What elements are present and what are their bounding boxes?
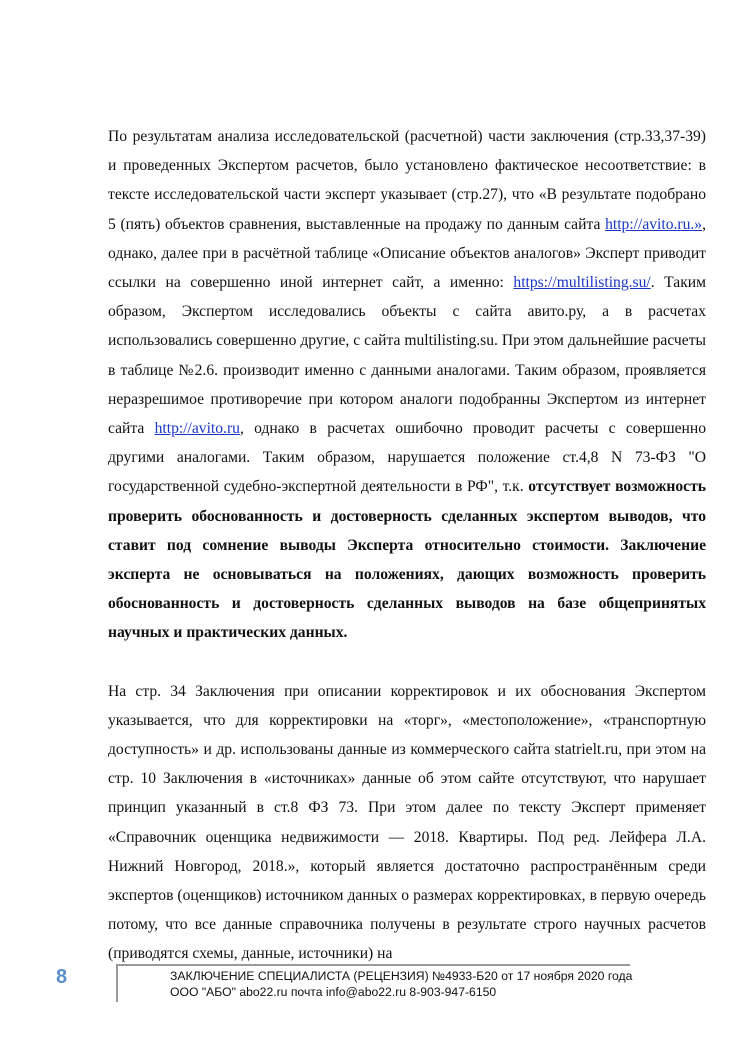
text-segment: На стр. 34 Заключения при описании корректировок и их обоснования Экспертом указывается, что для корректировки на «торг», «местоположение», «транспортную доступность» и др. использованы данные из коммерческого сайта statrielt.ru, при этом на стр. 10 Заключения в «источниках» данные об этом сайте отсутствуют, что нарушает принцип указанный в ст.8 ФЗ 73. При этом далее по тексту Эксперт применяет «Справочник оценщика недвижимости — 2018. Квартиры. Под ред. Лейфера Л.А. Нижний Новгород, 2018.», который является достаточно распространённым среди экспертов (оценщиков) источником данных о размерах корректировках, в первую очередь потому, что все данные справочника получены в результате строго научных расчетов (приводятся схемы, данные, источники) на	[108, 682, 706, 963]
paragraph-1	[108, 122, 706, 648]
multilisting-link[interactable]: https://multilisting.su/	[513, 274, 651, 292]
paragraph-2	[108, 677, 706, 969]
footer-divider	[118, 964, 630, 966]
avito-link-2[interactable]: http://avito.ru	[154, 420, 240, 438]
footer-vertical-divider	[116, 964, 118, 1002]
footer-contacts: ООО "АБО" abo22.ru почта info@abo22.ru 8-903-947-6150	[170, 985, 497, 999]
footer-info	[170, 968, 640, 1000]
avito-link[interactable]: http://avito.ru.»	[605, 215, 703, 233]
text-segment: . Таким образом, Экспертом исследовались объекты с сайта авито.ру, а в расчетах использовались совершенно другие, с сайта multilisting.su. При этом дальнейшие расчеты в таблице №2.6. производит именно с данными аналогами. Таким образом, проявляется неразрешимое противоречие при котором аналоги подобранны Экспертом из интернет сайта	[108, 274, 706, 438]
bold-conclusion: отсутствует возможность проверить обоснованность и достоверность сделанных экспертом выводов, что ставит под сомнение выводы Эксперта относительно стоимости. Заключение эксперта не основываться на положениях, дающих возможность проверить обоснованность и достоверность сделанных выводов на базе общепринятых научных и практических данных.	[108, 478, 706, 642]
page-number: 8	[56, 966, 68, 988]
text-segment: По результатам анализа исследовательской (расчетной) части заключения (стр.33,37-39) и проведенных Экспертом расчетов, было установлено фактическое несоответствие: в тексте исследовательской части эксперт указывает (стр.27), что «В результате подобрано 5 (пять) объектов сравнения, выставленные на продажу по данным сайта	[108, 128, 706, 233]
text-segment: , однако, далее при в расчётной таблице «Описание объектов аналогов» Эксперт приводит ссылки на совершенно иной интернет сайт, а именно:	[108, 215, 706, 292]
footer-title: ЗАКЛЮЧЕНИЕ СПЕЦИАЛИСТА (РЕЦЕНЗИЯ) №4933-Б20 от 17 ноября 2020 года	[170, 969, 633, 983]
text-segment: , однако в расчетах ошибочно проводит расчеты с совершенно другими аналогами. Таким образом, нарушается положение ст.4,8 N 73-ФЗ "О государственной судебно-экспертной деятельности в РФ", т.к.	[108, 420, 707, 496]
document-body	[108, 122, 706, 969]
page-footer	[0, 958, 750, 1018]
